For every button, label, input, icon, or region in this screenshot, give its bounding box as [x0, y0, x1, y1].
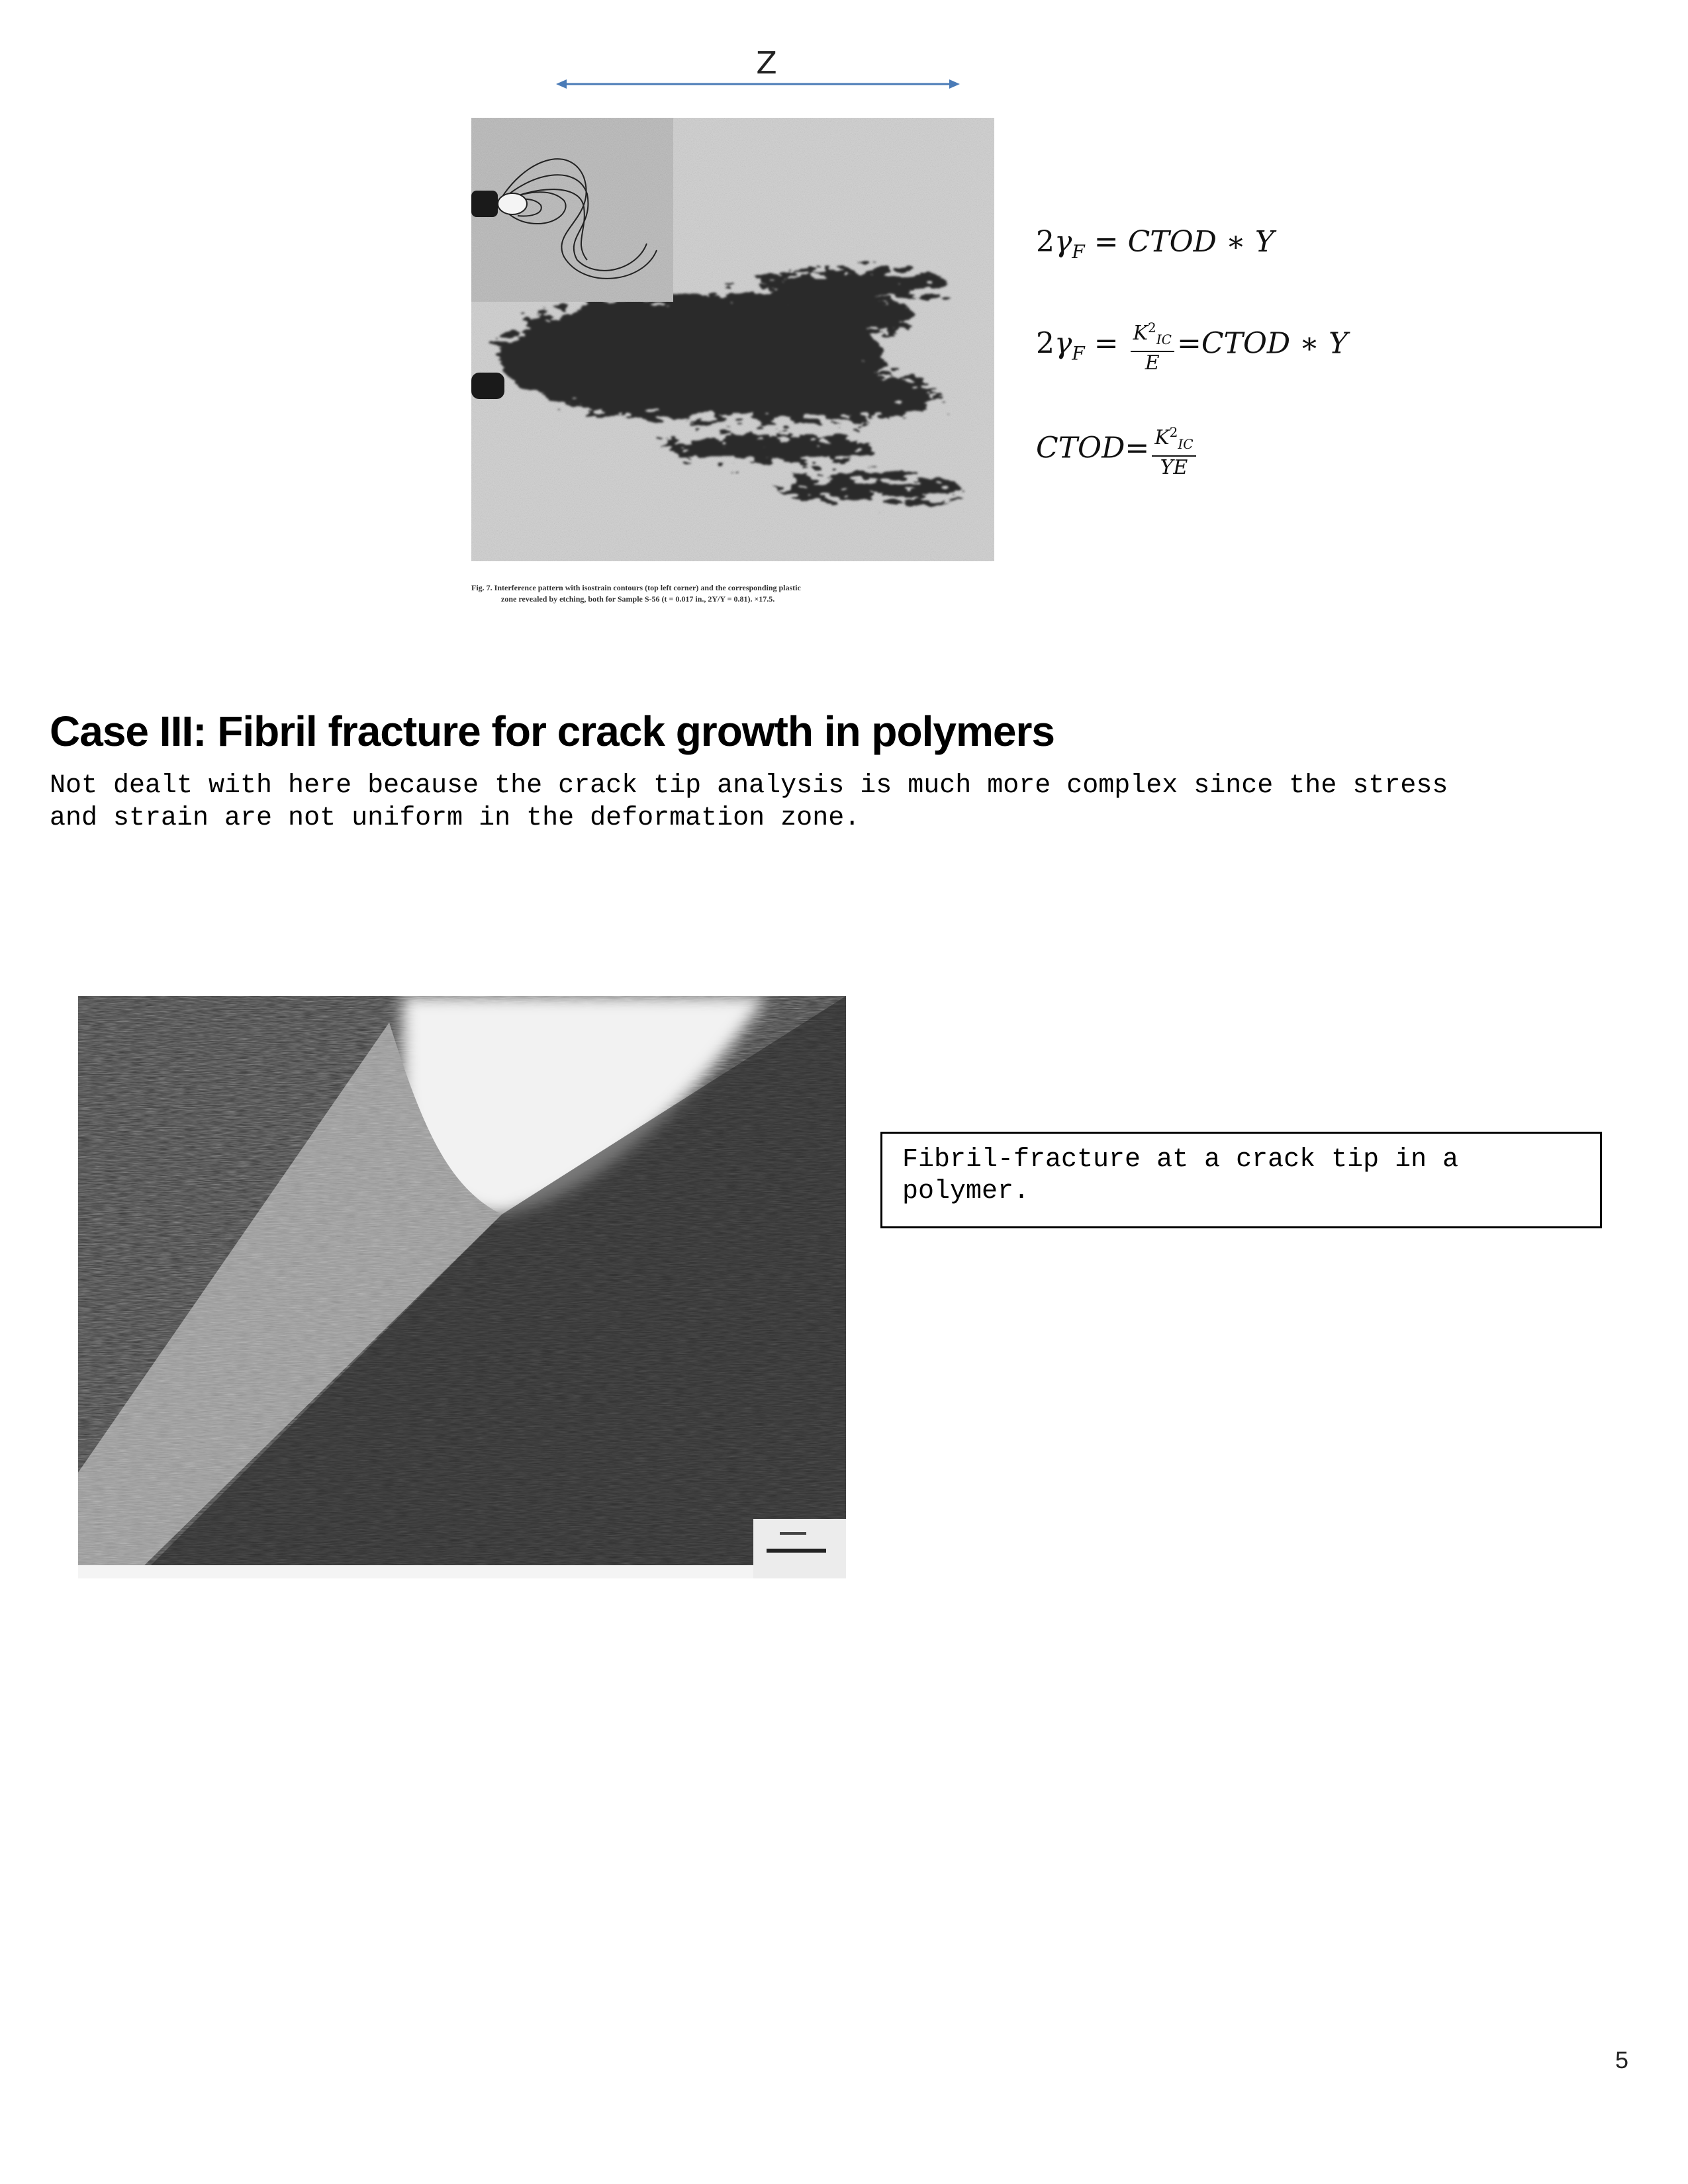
- z-axis-label: Z: [756, 45, 777, 81]
- fraction-kic-over-e: $\frac{K^2_{IC}}{E}$: [1131, 316, 1174, 375]
- page-number: 5: [1615, 2046, 1629, 2073]
- equation-ctod: CTOD= $\frac{K^2_{IC}}{YE}$: [1036, 421, 1199, 479]
- micrograph-caption-line1: Fig. 7. Interference pattern with isostrain contours (top left corner) and the corresponding plastic: [471, 583, 801, 592]
- fibril-fracture-image: [78, 996, 846, 1578]
- fibril-fracture-caption-box: [880, 1132, 1602, 1228]
- micrograph-caption: [471, 582, 1001, 605]
- section-body-text: Not dealt with here because the crack tip analysis is much more complex since the stress and strain are not uniform in the deformation zone.: [50, 771, 1448, 833]
- fibril-fracture-caption: Fibril-fracture at a crack tip in a polymer.: [902, 1145, 1459, 1206]
- section-heading: Case III: Fibril fracture for crack growth in polymers: [50, 707, 1055, 755]
- plastic-zone-micrograph: [471, 118, 994, 561]
- equation-fracture-toughness: $2\gamma_F$ = $\frac{K^2_{IC}}{E}$ =CTOD ∗ Y: [1036, 316, 1348, 375]
- equation-surface-energy: $2\gamma_F$ = CTOD ∗ Y: [1036, 225, 1274, 263]
- fraction-kic-over-ye: $\frac{K^2_{IC}}{YE}$: [1152, 421, 1196, 479]
- z-direction-arrow: [556, 74, 960, 94]
- micrograph-caption-line2: zone revealed by etching, both for Sample S-56 (t = 0.017 in., 2Y/Y = 0.81). ×17.5.: [501, 594, 775, 604]
